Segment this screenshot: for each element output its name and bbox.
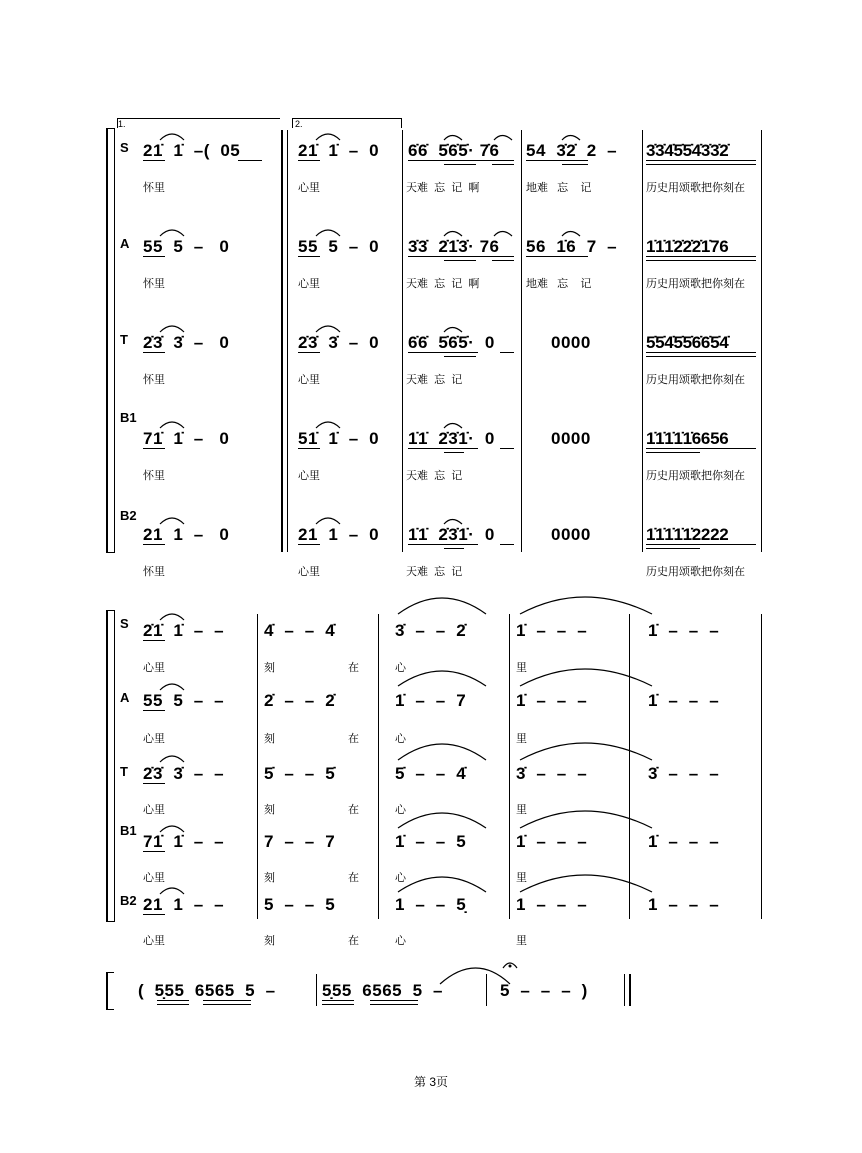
lyric-s2-2: 刻 <box>264 662 275 674</box>
notes-t-m5: 5̇5̇4̇5̇5̇6̇6̇5̇4̇ <box>646 333 729 352</box>
notes-a2-m4: 1̇ – – – <box>516 691 588 710</box>
notes-b12-m1: 71̇ 1̇ – – <box>143 832 225 851</box>
notes-a2-m3: 1̇ – – 7 <box>395 691 467 710</box>
notes-t2-m2: 5̇ – – 5̇ <box>264 764 336 783</box>
barline <box>509 614 510 919</box>
notes-a-m4: 56 1̇6 7 – <box>526 237 618 256</box>
lyric-b1-m1: 怀里 <box>143 470 165 482</box>
notes-a2-m2: 2̇ – – 2̇ <box>264 691 336 710</box>
notes-b12-m2: 7 – – 7 <box>264 832 336 851</box>
notes-a-m5: 1̇1̇1̇2̇2̇2̇1̇76 <box>646 237 729 256</box>
notes-t-m3: 6̇6̇ 5̇6̇5̇· 0 <box>408 333 495 352</box>
lyric-a2-5: 里 <box>516 733 527 745</box>
voice-label-t: T <box>120 332 128 347</box>
notes-a-m3: 3̇3̇ 2̇1̇3̇· 76 <box>408 237 500 256</box>
notes-b2-m2: 21 1 – 0 <box>298 525 380 544</box>
volta-2-label: 2. <box>295 119 303 129</box>
barline <box>486 974 487 1006</box>
barline <box>316 974 317 1006</box>
notes-t2-m1: 2̇3̇ 3̇ – – <box>143 764 225 783</box>
notes-t-m4: 0000 <box>551 333 591 352</box>
lyric-b2-m2: 心里 <box>298 566 320 578</box>
lyric-t2-1: 心里 <box>143 804 165 816</box>
lyric-b22-2: 刻 <box>264 935 275 947</box>
lyric-b12-1: 心里 <box>143 872 165 884</box>
notes-s2-m1: 2̇1̇ 1̇ – – <box>143 621 225 640</box>
lyric-b2-m1: 怀里 <box>143 566 165 578</box>
notes-s-m5: 3̇3̇4̇5̇5̇4̇3̇3̇2̇ <box>646 141 729 160</box>
notes-b12-m4: 1̇ – – – <box>516 832 588 851</box>
barline <box>761 614 762 919</box>
notes-b1-m2: 51̇ 1̇ – 0 <box>298 429 380 448</box>
lyric-s2-5: 里 <box>516 662 527 674</box>
lyric-t-m3: 天难 忘 记 <box>406 374 463 386</box>
voice-label-a: A <box>120 690 130 705</box>
lyric-b22-1: 心里 <box>143 935 165 947</box>
lyric-b1-m5: 历史用颂歌把你刻在 <box>646 470 745 482</box>
barline <box>257 614 258 919</box>
lyric-b12-4: 心 <box>395 872 406 884</box>
notes-b1-m4: 0000 <box>551 429 591 448</box>
lyric-t2-4: 心 <box>395 804 406 816</box>
lyric-t-m5: 历史用颂歌把你刻在 <box>646 374 745 386</box>
voice-label-s: S <box>120 140 129 155</box>
voice-label-b1: B1 <box>120 823 137 838</box>
lyric-b22-4: 心 <box>395 935 406 947</box>
lyric-a-m1: 怀里 <box>143 278 165 290</box>
lyric-s-m1: 怀里 <box>143 182 165 194</box>
system-bracket <box>106 610 108 922</box>
notes-s-m1: 21̇ 1̇ –( 05 <box>143 141 241 160</box>
notes-b22-m5: 1 – – – <box>648 895 720 914</box>
lyric-b22-5: 里 <box>516 935 527 947</box>
lyric-b1-m2: 心里 <box>298 470 320 482</box>
voice-label-s: S <box>120 616 129 631</box>
notes-t2-m5: 3̇ – – – <box>648 764 720 783</box>
notes-s2-m5: 1̇ – – – <box>648 621 720 640</box>
lyric-a-m2: 心里 <box>298 278 320 290</box>
lyric-s2-3: 在 <box>348 662 359 674</box>
lyric-b12-2: 刻 <box>264 872 275 884</box>
voice-label-b2: B2 <box>120 508 137 523</box>
notes-intro-m3: 5 – – – ) <box>500 981 588 1000</box>
barline <box>629 614 630 919</box>
lyric-s-m3: 天难 忘 记 啊 <box>406 182 480 194</box>
lyric-b2-m3: 天难 忘 记 <box>406 566 463 578</box>
notes-a2-m1: 55 5 – – <box>143 691 225 710</box>
notes-s-m4: 54 3̇2̇ 2 – <box>526 141 618 160</box>
lyric-t2-2: 刻 <box>264 804 275 816</box>
lyric-s2-4: 心 <box>395 662 406 674</box>
notes-s-m3: 6̇6̇ 5̇6̇5̇· 7̇6 <box>408 141 500 160</box>
lyric-a2-3: 在 <box>348 733 359 745</box>
lyric-t2-3: 在 <box>348 804 359 816</box>
lyric-s2-1: 心里 <box>143 662 165 674</box>
notes-b12-m5: 1̇ – – – <box>648 832 720 851</box>
notes-t-m2: 2̇3̇ 3̇ – 0 <box>298 333 380 352</box>
notes-b1-m5: 1̇1̇1̇1̇1̇6656 <box>646 429 729 448</box>
voice-label-t: T <box>120 764 128 779</box>
page-number: 第 3页 <box>413 1075 448 1089</box>
notes-a2-m5: 1̇ – – – <box>648 691 720 710</box>
notes-intro-m1: ( 5̣55 6565 5 – <box>138 981 276 1000</box>
lyric-s-m4: 地难 忘 记 <box>526 182 592 194</box>
lyric-b1-m3: 天难 忘 记 <box>406 470 463 482</box>
lyric-a-m4: 地难 忘 记 <box>526 278 592 290</box>
lyric-a-m3: 天难 忘 记 啊 <box>406 278 480 290</box>
lyric-s-m5: 历史用颂歌把你刻在 <box>646 182 745 194</box>
lyric-b22-3: 在 <box>348 935 359 947</box>
notes-b22-m1: 21 1 – – <box>143 895 225 914</box>
final-barline-thin <box>624 974 625 1006</box>
voice-label-a: A <box>120 236 130 251</box>
notes-b22-m2: 5 – – 5 <box>264 895 336 914</box>
notes-b1-m3: 1̇1̇ 2̇3̇1̇· 0 <box>408 429 495 448</box>
volta-1-label: 1. <box>118 119 126 129</box>
notes-b22-m3: 1 – – 5̣ <box>395 895 467 914</box>
notes-b2-m3: 1̇1̇ 2̇3̇1̇· 0 <box>408 525 495 544</box>
lyric-a2-4: 心 <box>395 733 406 745</box>
lyric-a2-2: 刻 <box>264 733 275 745</box>
lyric-b12-3: 在 <box>348 872 359 884</box>
lyric-a-m5: 历史用颂歌把你刻在 <box>646 278 745 290</box>
notes-s-m2: 21̇ 1̇ – 0 <box>298 141 380 160</box>
voice-label-b2: B2 <box>120 893 137 908</box>
notes-a-m1: 55 5 – 0 <box>143 237 230 256</box>
lyric-b2-m5: 历史用颂歌把你刻在 <box>646 566 745 578</box>
lyric-t-m2: 心里 <box>298 374 320 386</box>
system-bracket <box>106 972 108 1010</box>
notes-b2-m4: 0000 <box>551 525 591 544</box>
notes-s2-m4: 1̇ – – – <box>516 621 588 640</box>
notes-b1-m1: 71̇ 1̇ – 0 <box>143 429 230 448</box>
notes-t-m1: 2̇3̇ 3̇ – 0 <box>143 333 230 352</box>
lyric-b12-5: 里 <box>516 872 527 884</box>
lyric-t2-5: 里 <box>516 804 527 816</box>
notes-b2-m5: 1̇1̇1̇1̇1̇2222 <box>646 525 729 544</box>
notes-t2-m3: 5̇ – – 4̇ <box>395 764 467 783</box>
barline <box>378 614 379 919</box>
notes-a-m2: 55 5 – 0 <box>298 237 380 256</box>
notes-t2-m4: 3̇ – – – <box>516 764 588 783</box>
lyric-t-m1: 怀里 <box>143 374 165 386</box>
notes-b12-m3: 1̇ – – 5 <box>395 832 467 851</box>
final-barline-thick <box>629 974 631 1006</box>
lyric-a2-1: 心里 <box>143 733 165 745</box>
notes-b22-m4: 1 – – – <box>516 895 588 914</box>
notes-b2-m1: 21 1 – 0 <box>143 525 230 544</box>
voice-label-b1: B1 <box>120 410 137 425</box>
notes-s2-m3: 3̇ – – 2̇ <box>395 621 467 640</box>
lyric-s-m2: 心里 <box>298 182 320 194</box>
notes-s2-m2: 4̇ – – 4̇ <box>264 621 336 640</box>
notes-intro-m2: 5̣55 6565 5 – <box>322 981 443 1000</box>
